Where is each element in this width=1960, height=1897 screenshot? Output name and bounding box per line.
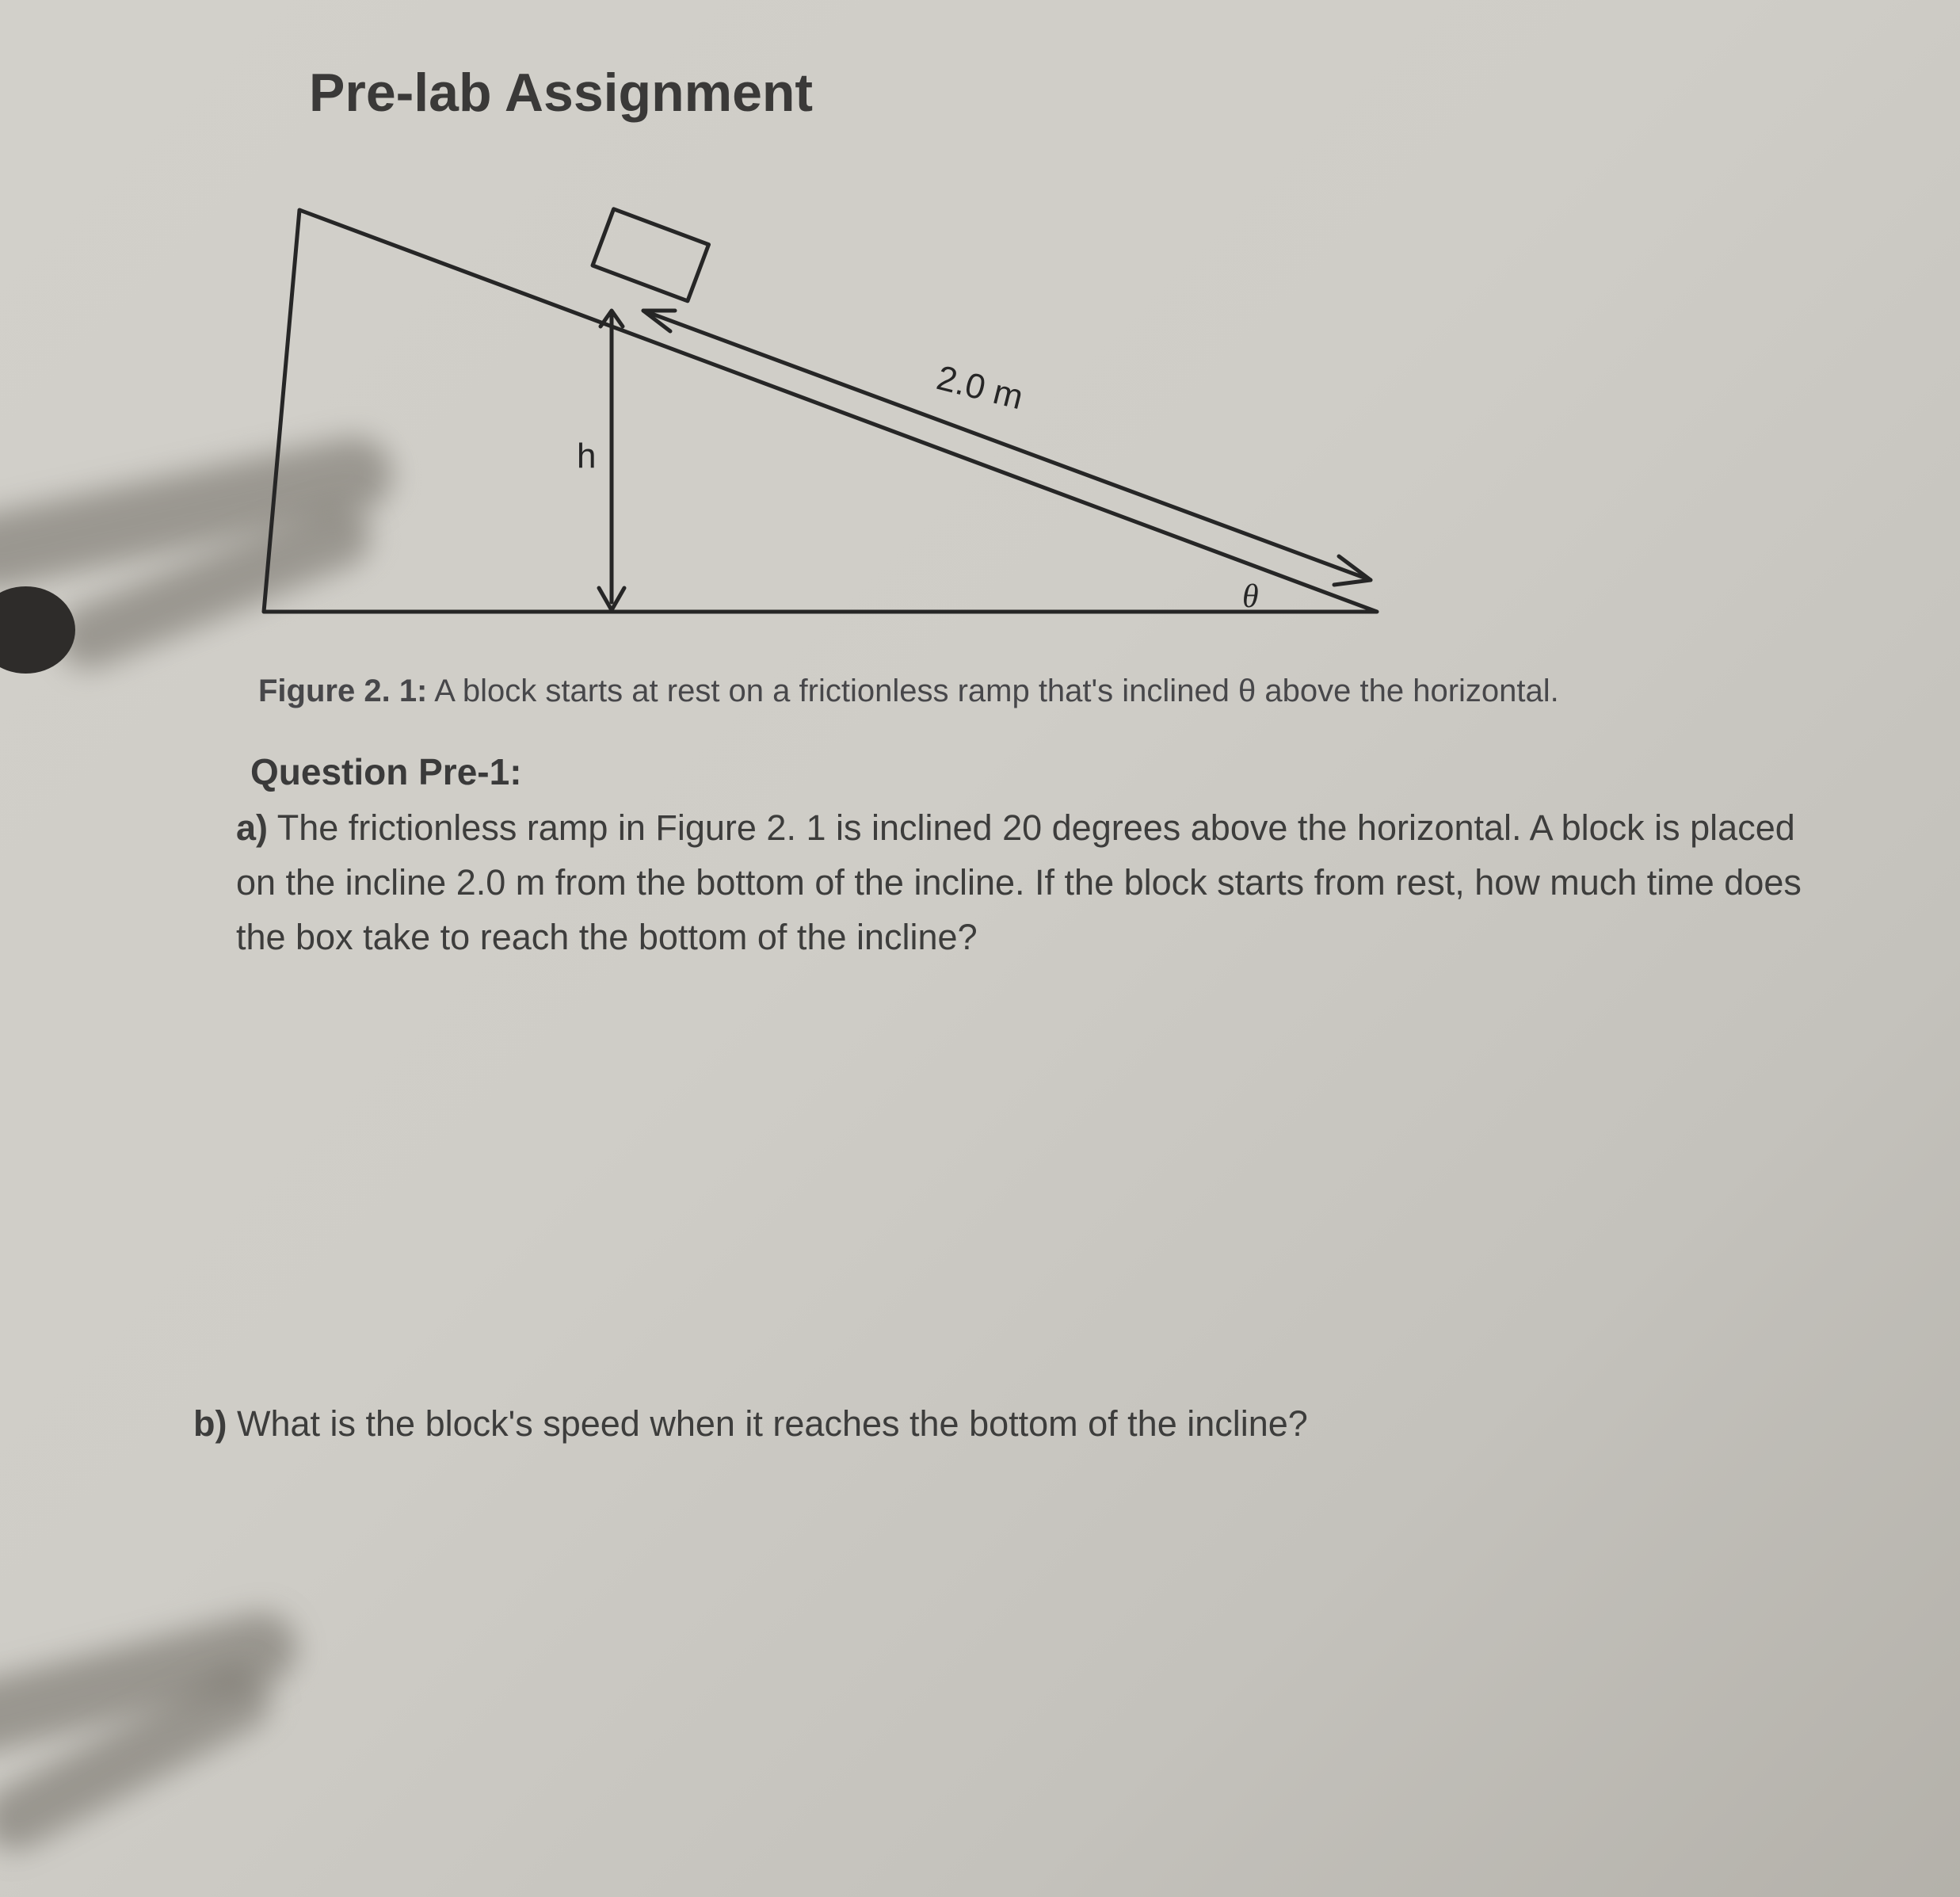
length-label: 2.0 m	[932, 358, 1028, 418]
block	[593, 209, 709, 301]
ramp-outline	[264, 210, 1377, 612]
question-heading: Question Pre-1:	[250, 751, 522, 792]
height-label: h	[577, 437, 597, 475]
question-a-label: a)	[236, 807, 269, 848]
question-a-text: The frictionless ramp in Figure 2. 1 is inclined 20 degrees above the horizontal. A block is placed on the incline 2.0 m from the bottom of the incline. If the block starts from rest, how much time does the box take to reach the bottom of the incline?	[236, 807, 1802, 957]
length-arrow	[643, 311, 1371, 580]
question-part-a	[236, 800, 1813, 964]
figure-caption-text: A block starts at rest on a frictionless ramp that's inclined θ above the horizontal.	[427, 674, 1559, 708]
question-b-text: What is the block's speed when it reaches the bottom of the incline?	[227, 1403, 1308, 1444]
figure-caption-label: Figure 2. 1:	[258, 674, 428, 708]
figure-caption	[258, 664, 1559, 719]
page-title: Pre-lab Assignment	[309, 63, 814, 123]
angle-label: θ	[1242, 578, 1259, 615]
question-part-b	[193, 1396, 1857, 1451]
question-b-label: b)	[193, 1403, 227, 1444]
